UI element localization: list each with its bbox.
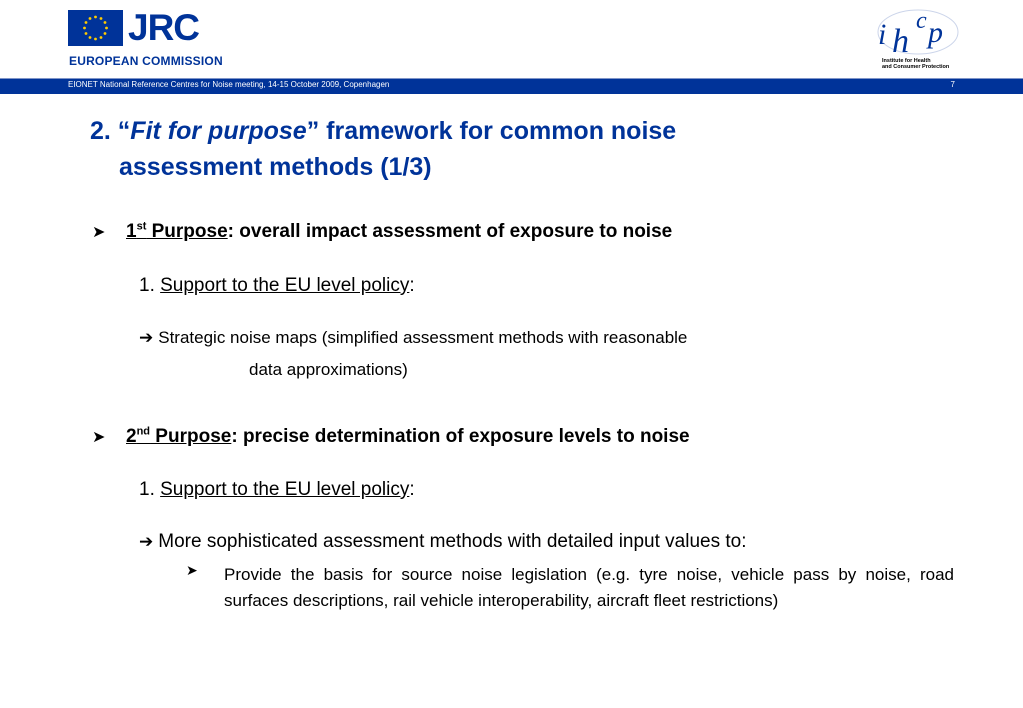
sub-bullet-text: Provide the basis for source noise legislation (e.g. tyre noise, vehicle pass by noise, road surfaces descriptions, rail vehicle interoperability, aircraft fleet restrictions) <box>224 565 954 610</box>
page-number: 7 <box>950 80 955 89</box>
header-bar <box>0 78 1023 94</box>
svg-text:p: p <box>928 16 943 49</box>
right-arrow-icon: ➔ <box>139 532 154 551</box>
policy-link: Support to the EU level policy <box>160 479 410 500</box>
arrow-bullet-icon: ➤ <box>186 562 198 578</box>
eu-flag-icon <box>68 10 123 46</box>
purpose-2-item: 1. Support to the EU level policy: <box>139 479 415 500</box>
purpose-1-bullet: ➤ 1st Purpose: overall impact assessment of exposure to noise <box>92 220 673 242</box>
right-arrow-icon: ➔ <box>139 328 154 347</box>
ihcp-logo-mark <box>872 6 962 58</box>
policy-link: Support to the EU level policy <box>160 275 410 296</box>
svg-text:h: h <box>892 23 909 58</box>
title-line-2: assessment methods (1/3) <box>119 153 432 181</box>
purpose-1-arrow-line: ➔ Strategic noise maps (simplified assessment methods with reasonable <box>139 328 688 347</box>
svg-text:i: i <box>878 18 887 51</box>
title-italic: Fit for purpose <box>130 117 307 145</box>
ihcp-caption: Institute for Health and Consumer Protection <box>882 58 950 70</box>
svg-text:c: c <box>916 8 927 34</box>
jrc-logo-text: JRC <box>128 7 200 48</box>
purpose-2-arrow-line: ➔ More sophisticated assessment methods with detailed input values to: <box>139 531 747 552</box>
european-commission-text: EUROPEAN COMMISSION <box>69 54 223 68</box>
purpose-1-arrow-continuation: data approximations) <box>249 360 408 379</box>
jrc-logo <box>68 7 223 70</box>
arrow-bullet-icon: ➤ <box>92 429 106 446</box>
arrow-bullet-icon: ➤ <box>92 224 106 241</box>
ihcp-logo <box>872 6 962 76</box>
purpose-2-bullet: ➤ 2nd Purpose: precise determination of exposure levels to noise <box>92 425 690 447</box>
meeting-info: EIONET National Reference Centres for Noise meeting, 14-15 October 2009, Copenhagen <box>68 80 390 89</box>
slide-title: 2. “Fit for purpose” framework for common noise assessment methods (1/3) <box>90 113 950 185</box>
purpose-1-item: 1. Support to the EU level policy: <box>139 275 415 296</box>
